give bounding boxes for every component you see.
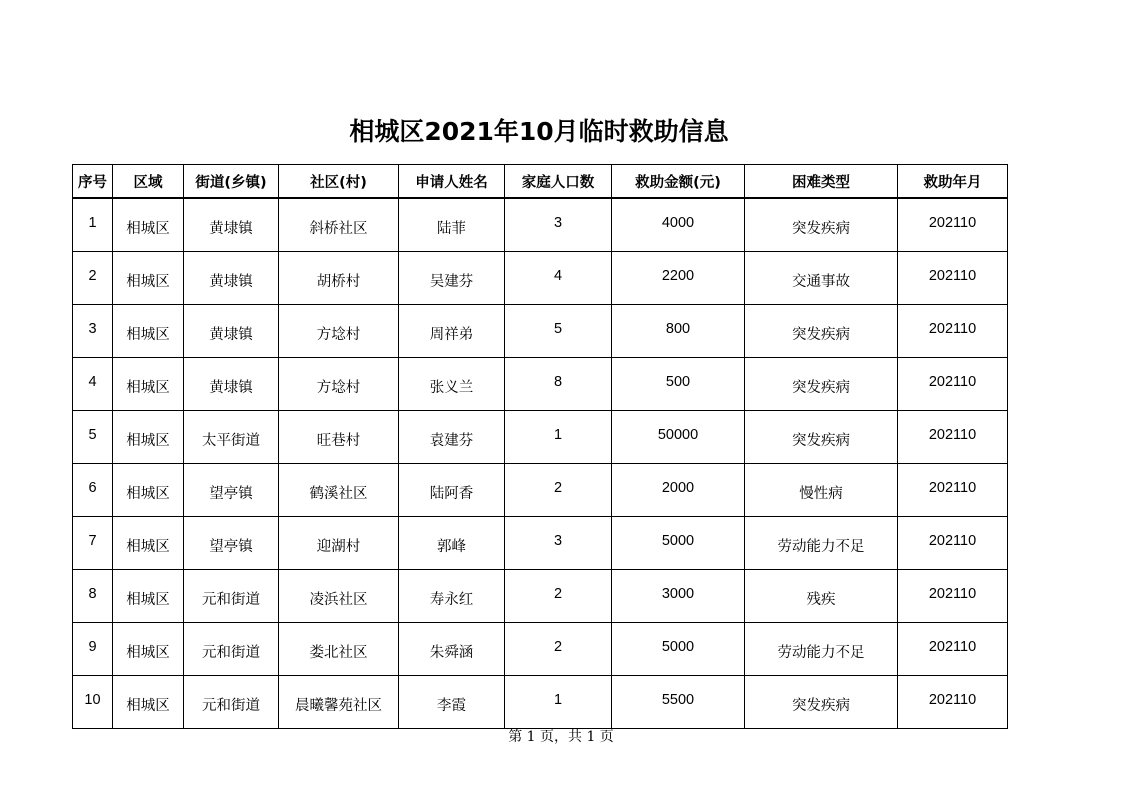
cell-district: 相城区 (113, 411, 184, 464)
cell-amount: 800 (612, 305, 745, 358)
cell-street: 黄埭镇 (184, 198, 279, 252)
cell-street: 元和街道 (184, 623, 279, 676)
page-footer: 第 1 页，共 1 页 (508, 729, 614, 745)
header-row (73, 165, 1008, 199)
table-row (73, 570, 1008, 623)
header-amount: 救助金额(元) (612, 165, 745, 199)
cell-relief-month: 202110 (898, 411, 1008, 464)
cell-hardship-type: 残疾 (745, 570, 898, 623)
table-row (73, 411, 1008, 464)
cell-district: 相城区 (113, 305, 184, 358)
header-hardship-type: 困难类型 (745, 165, 898, 199)
cell-hardship-type: 突发疾病 (745, 676, 898, 729)
header-street: 街道(乡镇) (184, 165, 279, 199)
cell-hardship-type: 突发疾病 (745, 305, 898, 358)
header-relief-month: 救助年月 (898, 165, 1008, 199)
cell-hardship-type: 突发疾病 (745, 411, 898, 464)
cell-index: 8 (73, 570, 113, 623)
header-district: 区域 (113, 165, 184, 199)
cell-amount: 4000 (612, 198, 745, 252)
cell-district: 相城区 (113, 252, 184, 305)
cell-applicant: 吴建芬 (399, 252, 505, 305)
cell-index: 1 (73, 198, 113, 252)
table-row (73, 198, 1008, 252)
cell-district: 相城区 (113, 623, 184, 676)
cell-street: 望亭镇 (184, 517, 279, 570)
cell-household-size: 2 (505, 464, 612, 517)
cell-applicant: 寿永红 (399, 570, 505, 623)
cell-index: 3 (73, 305, 113, 358)
cell-household-size: 2 (505, 570, 612, 623)
cell-hardship-type: 突发疾病 (745, 358, 898, 411)
cell-community: 晨曦馨苑社区 (279, 676, 399, 729)
cell-street: 元和街道 (184, 570, 279, 623)
cell-street: 望亭镇 (184, 464, 279, 517)
cell-district: 相城区 (113, 358, 184, 411)
cell-amount: 5000 (612, 517, 745, 570)
cell-relief-month: 202110 (898, 305, 1008, 358)
cell-index: 9 (73, 623, 113, 676)
cell-community: 方埝村 (279, 358, 399, 411)
cell-community: 娄北社区 (279, 623, 399, 676)
table-row (73, 623, 1008, 676)
cell-household-size: 3 (505, 517, 612, 570)
cell-relief-month: 202110 (898, 570, 1008, 623)
cell-community: 凌浜社区 (279, 570, 399, 623)
cell-community: 方埝村 (279, 305, 399, 358)
table-row (73, 252, 1008, 305)
relief-table (72, 164, 1008, 729)
cell-street: 黄埭镇 (184, 252, 279, 305)
cell-applicant: 周祥弟 (399, 305, 505, 358)
cell-amount: 500 (612, 358, 745, 411)
cell-amount: 2200 (612, 252, 745, 305)
cell-applicant: 朱舜涵 (399, 623, 505, 676)
cell-district: 相城区 (113, 570, 184, 623)
cell-household-size: 1 (505, 411, 612, 464)
cell-relief-month: 202110 (898, 623, 1008, 676)
cell-district: 相城区 (113, 517, 184, 570)
cell-index: 4 (73, 358, 113, 411)
cell-applicant: 李霞 (399, 676, 505, 729)
cell-amount: 5500 (612, 676, 745, 729)
table-row (73, 676, 1008, 729)
table-row (73, 464, 1008, 517)
cell-index: 5 (73, 411, 113, 464)
cell-street: 黄埭镇 (184, 358, 279, 411)
cell-household-size: 5 (505, 305, 612, 358)
cell-hardship-type: 劳动能力不足 (745, 623, 898, 676)
cell-relief-month: 202110 (898, 198, 1008, 252)
cell-amount: 2000 (612, 464, 745, 517)
cell-applicant: 袁建芬 (399, 411, 505, 464)
cell-district: 相城区 (113, 198, 184, 252)
cell-applicant: 张义兰 (399, 358, 505, 411)
cell-hardship-type: 劳动能力不足 (745, 517, 898, 570)
cell-amount: 5000 (612, 623, 745, 676)
cell-applicant: 陆阿香 (399, 464, 505, 517)
cell-relief-month: 202110 (898, 676, 1008, 729)
cell-street: 元和街道 (184, 676, 279, 729)
cell-hardship-type: 突发疾病 (745, 198, 898, 252)
header-applicant: 申请人姓名 (399, 165, 505, 199)
cell-community: 斜桥社区 (279, 198, 399, 252)
document-title: 相城区2021年10月临时救助信息 (349, 117, 729, 146)
cell-household-size: 8 (505, 358, 612, 411)
table-row (73, 517, 1008, 570)
cell-district: 相城区 (113, 676, 184, 729)
cell-street: 太平街道 (184, 411, 279, 464)
cell-street: 黄埭镇 (184, 305, 279, 358)
cell-household-size: 1 (505, 676, 612, 729)
cell-community: 旺巷村 (279, 411, 399, 464)
cell-amount: 3000 (612, 570, 745, 623)
cell-household-size: 3 (505, 198, 612, 252)
cell-index: 6 (73, 464, 113, 517)
cell-household-size: 2 (505, 623, 612, 676)
cell-relief-month: 202110 (898, 252, 1008, 305)
header-community: 社区(村) (279, 165, 399, 199)
table-row (73, 358, 1008, 411)
cell-relief-month: 202110 (898, 517, 1008, 570)
cell-applicant: 陆菲 (399, 198, 505, 252)
header-index: 序号 (73, 165, 113, 199)
cell-district: 相城区 (113, 464, 184, 517)
header-household-size: 家庭人口数 (505, 165, 612, 199)
cell-community: 迎湖村 (279, 517, 399, 570)
cell-hardship-type: 慢性病 (745, 464, 898, 517)
cell-index: 2 (73, 252, 113, 305)
cell-relief-month: 202110 (898, 464, 1008, 517)
cell-hardship-type: 交通事故 (745, 252, 898, 305)
cell-index: 7 (73, 517, 113, 570)
cell-index: 10 (73, 676, 113, 729)
table-row (73, 305, 1008, 358)
cell-relief-month: 202110 (898, 358, 1008, 411)
cell-amount: 50000 (612, 411, 745, 464)
cell-community: 胡桥村 (279, 252, 399, 305)
cell-applicant: 郭峰 (399, 517, 505, 570)
cell-household-size: 4 (505, 252, 612, 305)
cell-community: 鹤溪社区 (279, 464, 399, 517)
